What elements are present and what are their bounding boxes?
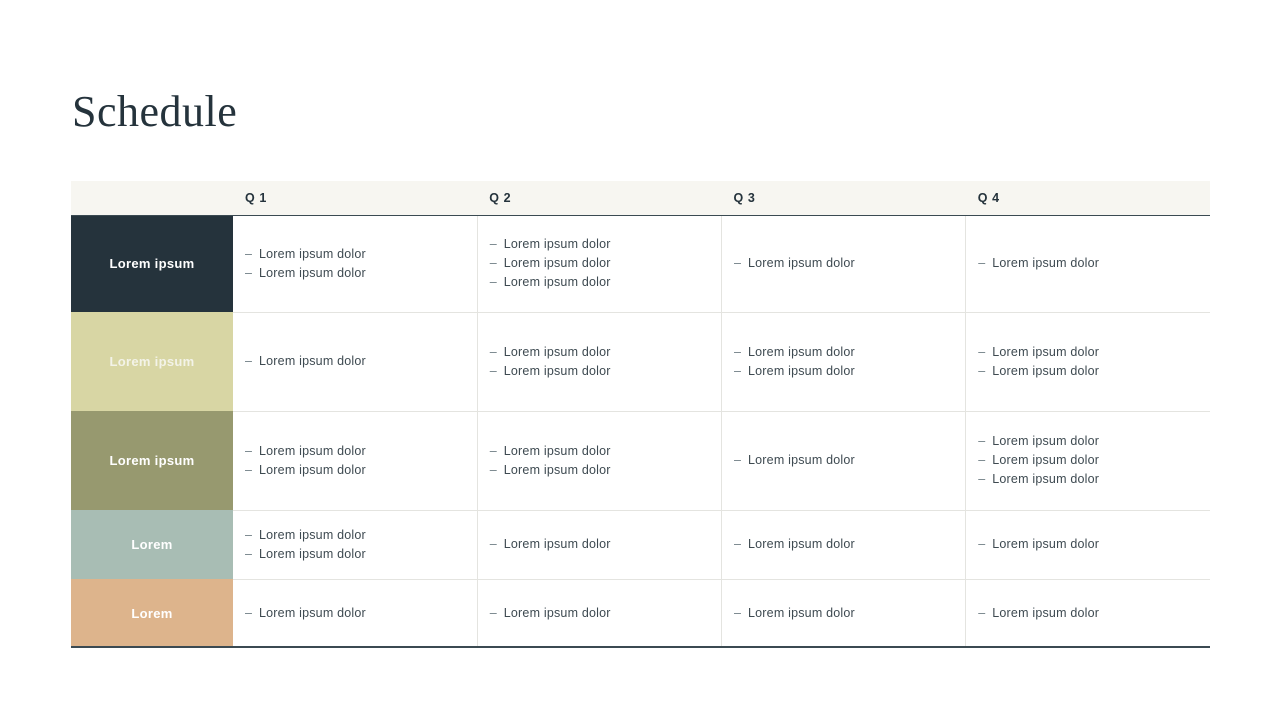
table-cell [477, 215, 721, 312]
bullet-dash-icon: – [489, 462, 497, 477]
list-item [490, 273, 711, 292]
list-item-label: Lorem ipsum dolor [259, 443, 366, 458]
list-item-label: Lorem ipsum dolor [259, 462, 366, 477]
list-item [490, 604, 711, 623]
bullet-dash-icon: – [489, 275, 497, 289]
bullet-dash-icon: – [978, 363, 986, 378]
list-item [490, 343, 711, 362]
bullet-dash-icon: – [245, 546, 253, 561]
table-body [71, 215, 1210, 647]
list-item-label: Lorem ipsum dolor [503, 275, 611, 289]
list-item-label: Lorem ipsum dolor [503, 605, 611, 620]
table-row [71, 411, 1210, 510]
list-item-label: Lorem ipsum dolor [992, 363, 1100, 378]
list-item-label: Lorem ipsum dolor [992, 537, 1100, 551]
row-label: Lorem [71, 510, 233, 579]
table-cell [722, 215, 966, 312]
column-header-blank [71, 181, 233, 215]
list-item-label: Lorem ipsum dolor [992, 605, 1100, 620]
list-item-label: Lorem ipsum dolor [259, 265, 366, 280]
table-cell [477, 510, 721, 579]
table-cell [233, 411, 477, 510]
bullet-dash-icon: – [245, 265, 253, 280]
row-label: Lorem ipsum [71, 312, 233, 411]
table-cell [477, 312, 721, 411]
list-item [978, 535, 1200, 554]
table-cell [966, 411, 1210, 510]
table-row [71, 215, 1210, 312]
list-item [490, 461, 711, 480]
bullet-dash-icon: – [245, 527, 253, 542]
list-item-label: Lorem ipsum dolor [748, 363, 855, 378]
table-cell [722, 579, 966, 647]
bullet-dash-icon: – [734, 537, 742, 551]
bullet-dash-icon: – [489, 363, 497, 378]
list-item-label: Lorem ipsum dolor [503, 344, 611, 359]
list-item [245, 264, 467, 283]
list-item [734, 535, 955, 554]
bullet-dash-icon: – [978, 605, 986, 620]
list-item [245, 604, 467, 623]
table-cell [477, 411, 721, 510]
bullet-dash-icon: – [489, 605, 497, 620]
column-header-q4: Q 4 [966, 181, 1210, 215]
list-item [245, 352, 467, 371]
bullet-list [490, 604, 711, 623]
list-item [734, 343, 955, 362]
bullet-list [978, 432, 1200, 489]
list-item-label: Lorem ipsum dolor [503, 537, 611, 551]
bullet-list [245, 245, 467, 283]
list-item [978, 604, 1200, 623]
bullet-dash-icon: – [734, 453, 742, 467]
column-header-q3: Q 3 [722, 181, 966, 215]
row-label: Lorem ipsum [71, 411, 233, 510]
list-item-label: Lorem ipsum dolor [748, 453, 855, 467]
table-cell [233, 312, 477, 411]
list-item-label: Lorem ipsum dolor [748, 605, 855, 620]
list-item-label: Lorem ipsum dolor [992, 344, 1100, 359]
bullet-list [734, 604, 955, 623]
list-item-label: Lorem ipsum dolor [748, 256, 855, 270]
list-item [978, 451, 1200, 470]
table-header [71, 181, 1210, 215]
list-item [490, 235, 711, 254]
list-item [245, 545, 467, 564]
bullet-dash-icon: – [245, 354, 253, 368]
list-item-label: Lorem ipsum dolor [992, 472, 1100, 486]
schedule-table [71, 181, 1210, 648]
list-item [978, 470, 1200, 489]
table-bottom-divider [71, 646, 1210, 648]
bullet-list [734, 254, 955, 273]
table-row [71, 579, 1210, 647]
bullet-list [734, 343, 955, 381]
list-item-label: Lorem ipsum dolor [992, 434, 1100, 448]
bullet-list [978, 254, 1200, 273]
table-cell [477, 579, 721, 647]
list-item-label: Lorem ipsum dolor [503, 256, 611, 270]
bullet-dash-icon: – [734, 344, 742, 359]
list-item-label: Lorem ipsum dolor [259, 527, 366, 542]
bullet-dash-icon: – [245, 462, 253, 477]
bullet-dash-icon: – [245, 443, 253, 458]
list-item [734, 254, 955, 273]
bullet-list [490, 235, 711, 292]
list-item [978, 432, 1200, 451]
bullet-list [245, 352, 467, 371]
list-item-label: Lorem ipsum dolor [259, 246, 366, 261]
list-item-label: Lorem ipsum dolor [503, 443, 611, 458]
bullet-list [245, 442, 467, 480]
bullet-dash-icon: – [978, 434, 986, 448]
table-cell [966, 215, 1210, 312]
list-item [245, 526, 467, 545]
schedule-table-container [71, 181, 1210, 648]
table-cell [233, 579, 477, 647]
bullet-dash-icon: – [978, 472, 986, 486]
list-item-label: Lorem ipsum dolor [503, 237, 611, 251]
bullet-dash-icon: – [489, 443, 497, 458]
bullet-list [490, 442, 711, 480]
list-item [734, 362, 955, 381]
list-item-label: Lorem ipsum dolor [259, 354, 366, 368]
list-item [978, 254, 1200, 273]
list-item [734, 604, 955, 623]
table-cell [722, 510, 966, 579]
row-label: Lorem ipsum [71, 215, 233, 312]
list-item [978, 343, 1200, 362]
list-item-label: Lorem ipsum dolor [259, 605, 366, 620]
bullet-list [490, 535, 711, 554]
list-item-label: Lorem ipsum dolor [992, 453, 1100, 467]
row-label: Lorem [71, 579, 233, 647]
bullet-dash-icon: – [978, 256, 986, 270]
column-header-q2: Q 2 [477, 181, 721, 215]
bullet-dash-icon: – [245, 605, 253, 620]
bullet-dash-icon: – [489, 344, 497, 359]
table-cell [722, 312, 966, 411]
bullet-list [245, 526, 467, 564]
bullet-list [978, 604, 1200, 623]
list-item [490, 254, 711, 273]
bullet-dash-icon: – [978, 453, 986, 467]
bullet-dash-icon: – [489, 237, 497, 251]
list-item [490, 442, 711, 461]
table-header-row [71, 181, 1210, 215]
list-item [490, 362, 711, 381]
table-cell [233, 510, 477, 579]
bullet-dash-icon: – [245, 246, 253, 261]
bullet-dash-icon: – [978, 344, 986, 359]
bullet-dash-icon: – [734, 256, 742, 270]
list-item [245, 461, 467, 480]
list-item-label: Lorem ipsum dolor [503, 462, 611, 477]
table-row [71, 510, 1210, 579]
list-item-label: Lorem ipsum dolor [748, 344, 855, 359]
bullet-dash-icon: – [489, 256, 497, 270]
bullet-dash-icon: – [734, 605, 742, 620]
list-item-label: Lorem ipsum dolor [748, 537, 855, 551]
bullet-list [245, 604, 467, 623]
bullet-dash-icon: – [734, 363, 742, 378]
list-item-label: Lorem ipsum dolor [992, 256, 1100, 270]
bullet-list [978, 343, 1200, 381]
bullet-list [734, 535, 955, 554]
page-title: Schedule [72, 87, 238, 136]
bullet-list [490, 343, 711, 381]
table-cell [966, 579, 1210, 647]
list-item-label: Lorem ipsum dolor [259, 546, 366, 561]
table-cell [966, 510, 1210, 579]
bullet-list [734, 451, 955, 470]
table-row [71, 312, 1210, 411]
list-item [734, 451, 955, 470]
table-cell [722, 411, 966, 510]
column-header-q1: Q 1 [233, 181, 477, 215]
list-item [978, 362, 1200, 381]
bullet-dash-icon: – [978, 537, 986, 551]
table-cell [233, 215, 477, 312]
bullet-dash-icon: – [489, 537, 497, 551]
bullet-list [978, 535, 1200, 554]
list-item [490, 535, 711, 554]
list-item [245, 442, 467, 461]
table-cell [966, 312, 1210, 411]
list-item-label: Lorem ipsum dolor [503, 363, 611, 378]
list-item [245, 245, 467, 264]
